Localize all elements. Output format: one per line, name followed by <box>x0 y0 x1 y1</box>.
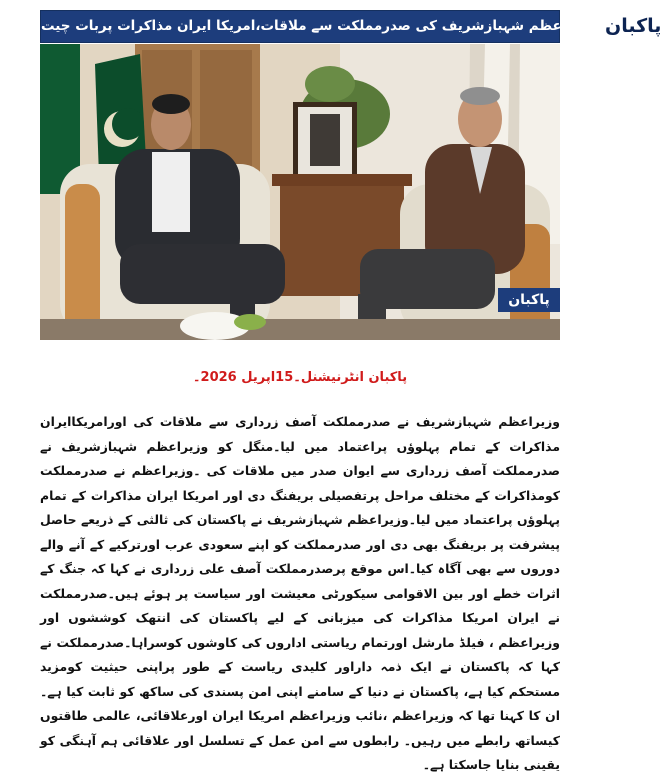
meeting-photo-illustration <box>40 44 560 340</box>
dateline: پاکبان انٹرنیشنل۔15اپریل 2026۔ <box>192 370 408 385</box>
headline-banner <box>40 10 661 43</box>
news-photo <box>40 44 560 340</box>
photo-brand-badge: پاکبان <box>498 288 560 312</box>
article-body: وزیراعظم شہبازشریف نے صدرمملکت آصف زرداری سے ملاقات کی اورامریکاایران مذاکرات کے تمام پہلوؤں پراعتماد میں لیا۔منگل کو وزیراعظم شہبازشریف نے صدرمملکت آصف زرداری سے ایوان صدر میں ملاقات کی ۔وزیراعظم نے صدرمملکت کومذاکرات کے مختلف مراحل پرتفصیلی بریفنگ دی اور امریکا ایران مذاکرات کے تمام پہلوؤں پراعتماد میں لیا۔وزیراعظم شہبازشریف نے پاکستان کی ثالثی کے ذریعے حاصل پیشرفت پر بریفنگ بھی دی اور صدرمملکت کو اپنے سعودی عرب اورترکیے کے آنے والے دوروں سے بھی آگاہ کیا۔اس موقع پرصدرمملکت آصف علی زرداری نے کہا کہ جنگ کے اثرات خطے اور بین الاقوامی سیکورٹی معیشت اور سیاست پر ہوئے ہیں۔صدرمملکت نے ایران امریکا مذاکرات کی میزبانی کے لیے پاکستان کی انتھک کوششوں اور وزیراعظم ، فیلڈ مارشل اورتمام ریاستی اداروں کی کاوشوں کوسراہا۔صدرمملکت نے کہا کہ پاکستان نے ایک ذمہ داراور کلیدی ریاست کے طور پراپنی حیثیت کومزید مستحکم کیا ہے، پاکستان نے دنیا کے سامنے اپنی امن پسندی کی ساکھ کو ثابت کیا ہے۔ان کا کہنا تھا کہ وزیراعظم ،نائب وزیراعظم امریکا ایران اورعلاقائی، عالمی طاقتوں کیساتھ رابطے میں رہیں۔ رابطوں سے امن عمل کے تسلسل اور علاقائی ہم آہنگی کو یقینی بنایا جاسکتا ہے۔ <box>40 414 560 772</box>
brand-logo: پاکبان <box>605 12 661 41</box>
headline-title: وزیراعظم شہبازشریف کی صدرمملکت سے ملاقات،امریکا ایران مذاکرات پربات چیت <box>41 18 597 34</box>
